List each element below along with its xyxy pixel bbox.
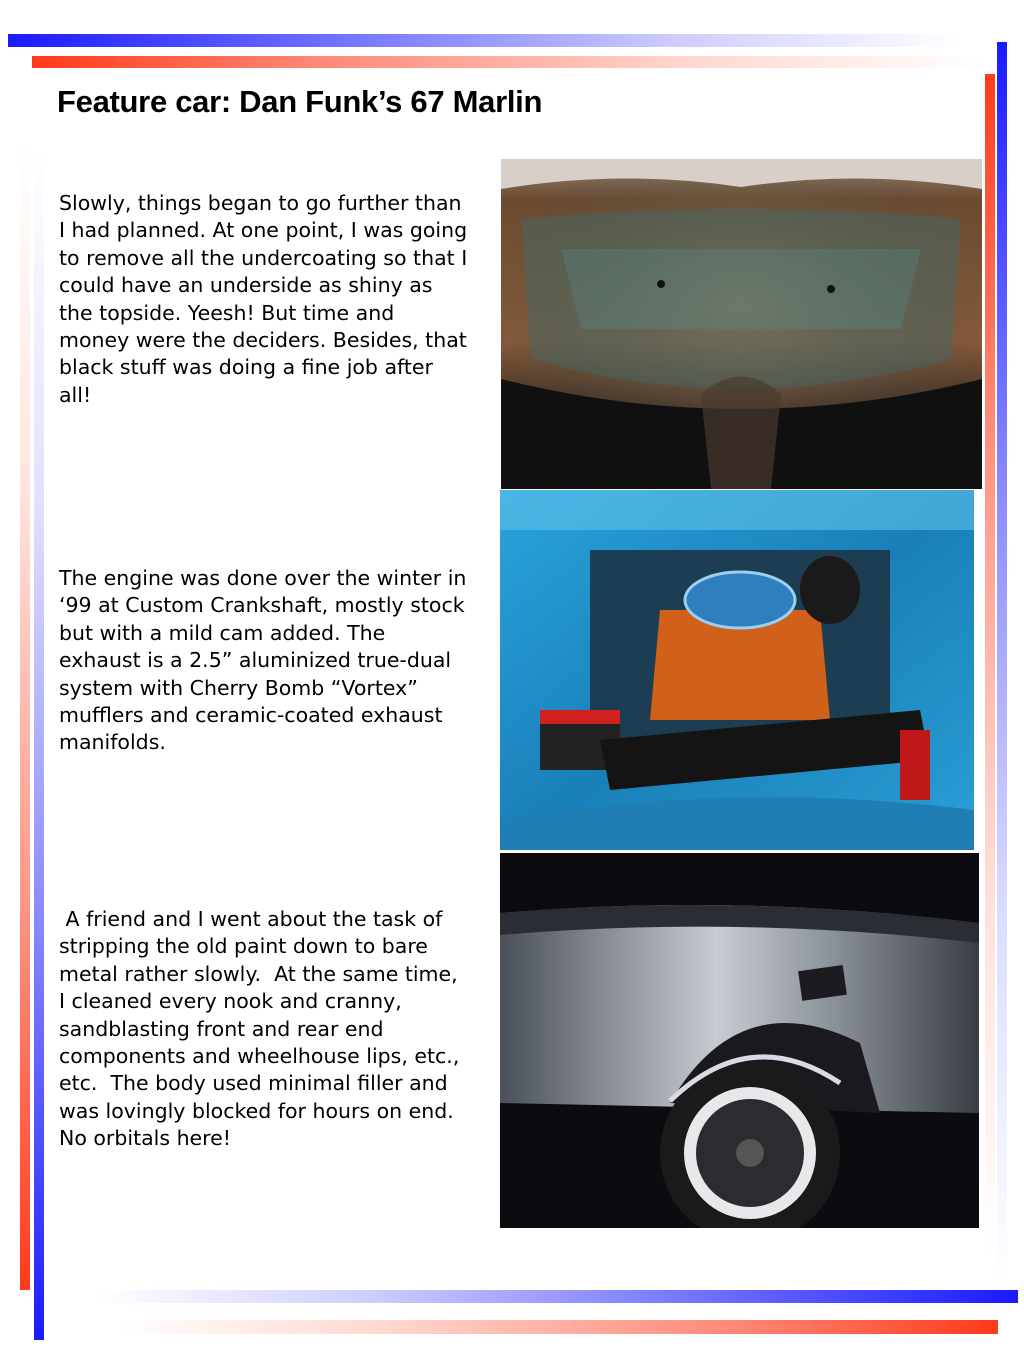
bottom-red-frame-bar xyxy=(120,1320,998,1334)
paragraph-bodywork: A friend and I went about the task of stripping the old paint down to bare metal rather slowly. At the same time, I cleaned every nook and cranny, sandblasting front and rear end components and wheelhouse lips, etc., etc. The body used minimal filler and was lovingly blocked for hours on end. No orbitals here! xyxy=(59,907,467,1151)
left-blue-frame-bar xyxy=(34,150,44,1340)
bottom-blue-frame-bar xyxy=(100,1290,1018,1303)
paragraph-undercoating: Slowly, things began to go further than I had planned. At one point, I was going to remove all the undercoating so that I could have an underside as shiny as the topside. Yeesh! But time and money were the deciders. Besides, that black stuff was doing a fine job after all! xyxy=(59,191,468,407)
engine-bay-photo xyxy=(500,490,974,850)
bare-metal-body-photo xyxy=(500,853,979,1228)
right-blue-frame-bar xyxy=(997,42,1007,1287)
page-title: Feature car: Dan Funk’s 67 Marlin xyxy=(57,84,543,119)
underside-photo xyxy=(501,159,982,489)
left-red-frame-bar xyxy=(20,140,30,1290)
right-red-frame-bar xyxy=(985,74,995,1254)
top-blue-frame-bar xyxy=(8,34,958,47)
paragraph-engine: The engine was done over the winter in ‘99 at Custom Crankshaft, mostly stock but with a mild cam added. The exhaust is a 2.5” aluminized true-dual system with Cherry Bomb “Vortex” mufflers and ceramic-coated exhaust manifolds. xyxy=(59,566,467,755)
top-red-frame-bar xyxy=(32,56,982,68)
